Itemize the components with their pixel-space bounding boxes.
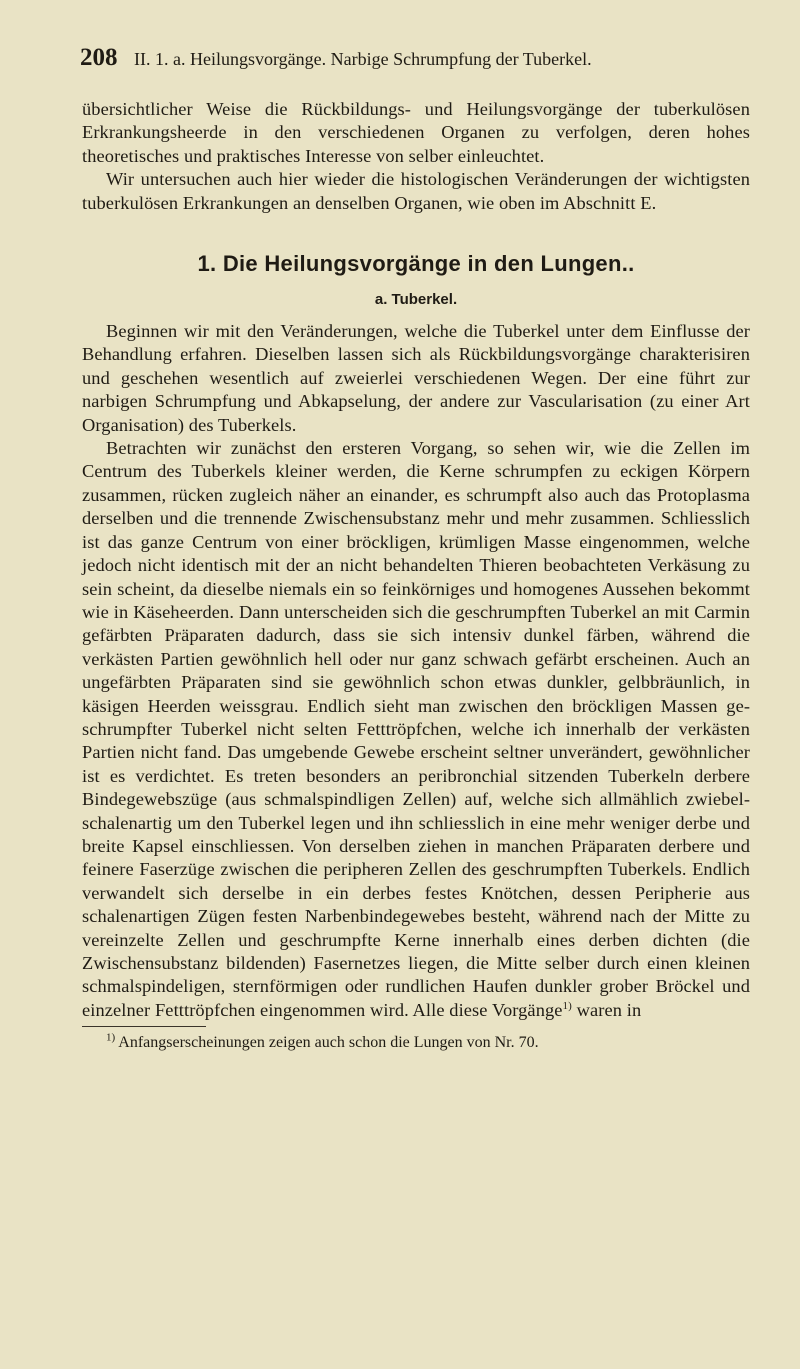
paragraph-shrinking-text: Betrachten wir zunächst den ersteren Vorgang, so sehen wir, wie die Zellen im Centrum des Tuberkels kleiner werden, die Kerne schrumpfen zu eckigen Körpern zusammen, rücken zugleich näher an einander, es schrumpft also auch das Protoplasma derselben und die trennende Zwischensubstanz mehr und mehr zusammen. Schliesslich ist das ganze Centrum von einer bröckligen, krümligen Masse eingenommen, welche jedoch nicht identisch mit der an nicht behandelten Thieren beobachteten Verkäsung zu sein scheint, da dieselbe niemals ein so feinkörniges und homogenes Aussehen bekommt wie in Käseheerden. Dann unterscheiden sich die geschrumpften Tuberkel an mit Carmin gefärbten Präparaten dadurch, dass sie sich intensiv dunkel färben, während die verkästen Partien gewöhnlich hell oder nur ganz schwach gefärbt erscheinen. Auch an ungefärbten Präparaten sind sie gewöhnlich schon etwas dunkler, gelbbräunlich, in käsigen Heerden weissgrau. Endlich sieht man zwischen den bröckligen Massen geschrumpfter Tuberkel nicht selten Fetttröpfchen, welche ich innerhalb der verkästen Partien nicht fand. Das umgebende Gewebe erscheint seltner unverändert, gewöhnlicher ist es verdichtet. Es treten besonders an peribronchial sitzenden Tuberkeln derbere Bindegewebszüge (aus schmalspindligen Zellen) auf, welche sich allmählich zwiebelschalenartig um den Tuberkel legen und ihn schliesslich in eine mehr weniger derbe und breite Kapsel einschliessen. Von derselben ziehen in manchen Präparaten derbere und feinere Faserzüge zwischen die peripheren Zellen des geschrumpften Tuberkels. Endlich verwandelt sich derselbe in ein derbes festes Knötchen, dessen Peripherie aus schalenartigen Zügen festen Narbenbindegewebes besteht, während nach der Mitte zu vereinzelte Zellen und geschrumpfte Kerne innerhalb eines derben dichten (die Zwischensubstanz bildenden) Fasernetzes liegen, die Mitte selber durch einen kleinen schmalspindeligen, sternförmigen oder rundlichen Haufen dunkler grober Bröckel und einzelner Fetttröpfchen eingenommen wird. Alle diese Vorgänge	[82, 438, 750, 1020]
footnote-text: Anfangserscheinungen zeigen auch schon die Lungen von Nr. 70.	[115, 1034, 539, 1052]
running-header	[80, 44, 750, 72]
footnote	[82, 1033, 750, 1053]
footnote-reference: 1)	[562, 999, 572, 1012]
subsection-title: a. Tuberkel.	[374, 291, 458, 309]
section-title: 1. Die Heilungsvorgänge in den Lungen..	[197, 251, 635, 277]
running-header-title: II. 1. a. Heilungsvorgänge. Narbige Schrumpfung der Tuberkel.	[134, 49, 592, 69]
paragraph-tuberkel-changes: Beginnen wir mit den Veränderungen, welche die Tuberkel unter dem Einflusse der Behandlung erfahren. Dieselben lassen sich als Rückbildungsvorgänge charakterisiren und geschehen wesentlich auf zweierlei verschiedenen Wegen. Der eine führt zur narbigen Schrumpfung und Abkapselung, der andere zur Vascularisation (zu einer Art Organisation) des Tuberkels.	[82, 321, 750, 435]
paragraph-intro-method: Wir untersuchen auch hier wieder die histologischen Veränderungen der wichtigsten tuberkulösen Erkrankungen an denselben Organen, wie oben im Abschnitt E.	[82, 169, 750, 213]
page-number: 208	[80, 44, 118, 71]
footnote-divider	[82, 1026, 206, 1027]
paragraph-shrinking-process	[82, 437, 750, 1022]
paragraph-shrinking-tail: waren in	[571, 999, 642, 1020]
footnote-marker: 1)	[106, 1031, 116, 1044]
paragraph-intro-continued: übersichtlicher Weise die Rückbildungs- und Heilungsvorgänge der tuberkulösen Erkrankungsheerde in den verschiedenen Organen zu verfolgen, deren hohes theoretisches und praktisches Interesse von selber einleuchtet.	[82, 99, 750, 166]
